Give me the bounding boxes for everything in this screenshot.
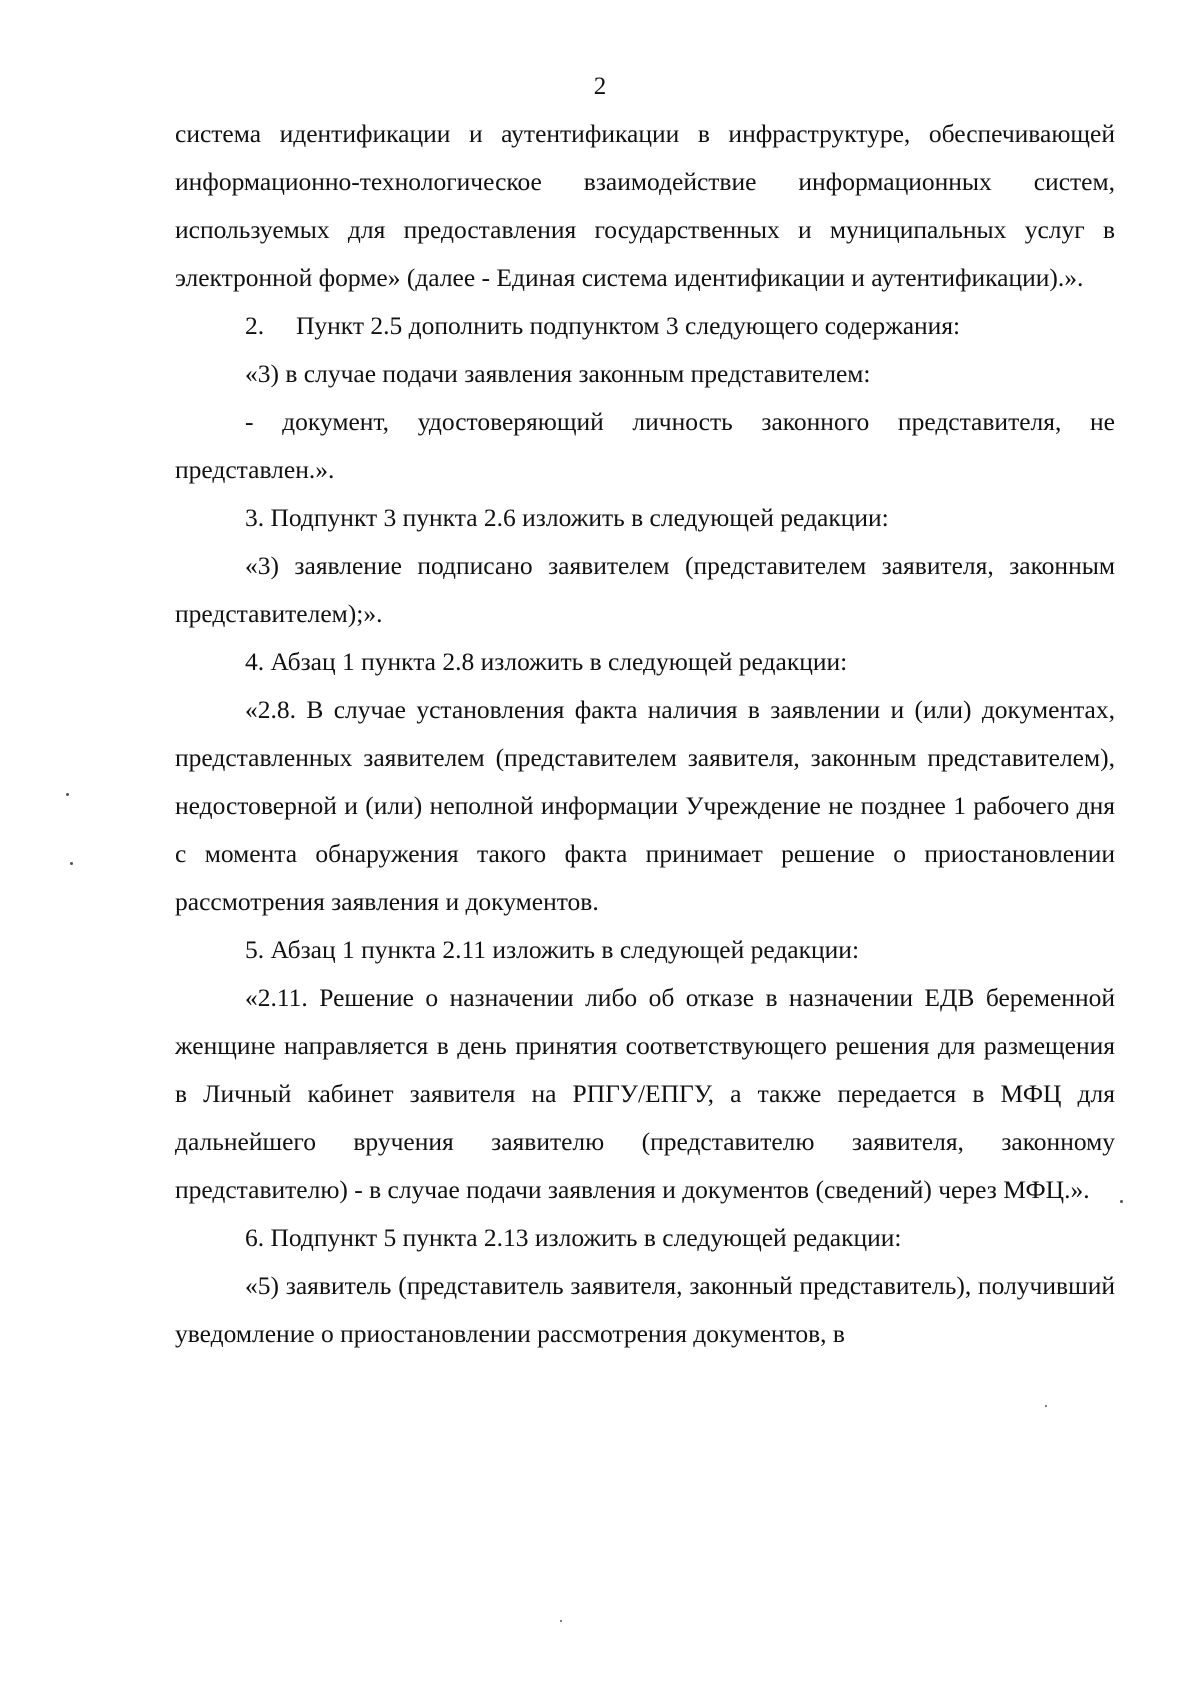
scan-speck: [560, 1620, 562, 1622]
paragraph-item-3-quote: «3) заявление подписано заявителем (представителем заявителя, законным представителем);».: [175, 551, 1115, 628]
paragraph-item-4: 4. Абзац 1 пункта 2.8 изложить в следующей редакции:: [245, 647, 848, 676]
scan-speck: [70, 862, 73, 865]
paragraph-item-2: 2. Пункт 2.5 дополнить подпунктом 3 следующего содержания:: [245, 311, 961, 340]
page-number: 2: [593, 73, 607, 100]
paragraph-item-6-quote: «5) заявитель (представитель заявителя, законный представитель), получивший уведомление о приостановлении рассмотрения документов, в: [175, 1271, 1115, 1348]
paragraph-item-2-quote: «3) в случае подачи заявления законным представителем:: [245, 359, 871, 388]
scan-speck: [1120, 1200, 1123, 1203]
paragraph-item-5-quote: «2.11. Решение о назначении либо об отказе в назначении ЕДВ беременной женщине направляется в день принятия соответствующего решения для размещения в Личный кабинет заявителя на РПГУ/ЕПГУ, а также передается в МФЦ для дальнейшего вручения заявителю (представителю заявителя, законному представителю) - в случае подачи заявления и документов (сведений) через МФЦ.».: [175, 983, 1115, 1204]
paragraph-item-3: 3. Подпункт 3 пункта 2.6 изложить в следующей редакции:: [245, 503, 889, 532]
paragraph-item-5: 5. Абзац 1 пункта 2.11 изложить в следующей редакции:: [245, 935, 860, 964]
paragraph-item-4-quote: «2.8. В случае установления факта наличия в заявлении и (или) документах, представленных заявителем (представителем заявителя, законным представителем), недостоверной и (или) неполной информации Учреждение не позднее 1 рабочего дня с момента обнаружения такого факта принимает решение о приостановлении рассмотрения заявления и документов.: [175, 695, 1115, 916]
paragraph-continuation: система идентификации и аутентификации в инфраструктуре, обеспечивающей информационно-технологическое взаимодействие информационных систем, используемых для предоставления государственных и муниципальных услуг в электронной форме» (далее - Единая система идентификации и аутентификации).».: [175, 119, 1115, 292]
document-body: [175, 110, 1115, 1358]
scan-speck: [1045, 1405, 1047, 1407]
paragraph-item-6: 6. Подпункт 5 пункта 2.13 изложить в следующей редакции:: [245, 1223, 902, 1252]
scan-speck: [66, 793, 69, 796]
paragraph-item-2-quote-dash: - документ, удостоверяющий личность законного представителя, не представлен.».: [175, 407, 1115, 484]
